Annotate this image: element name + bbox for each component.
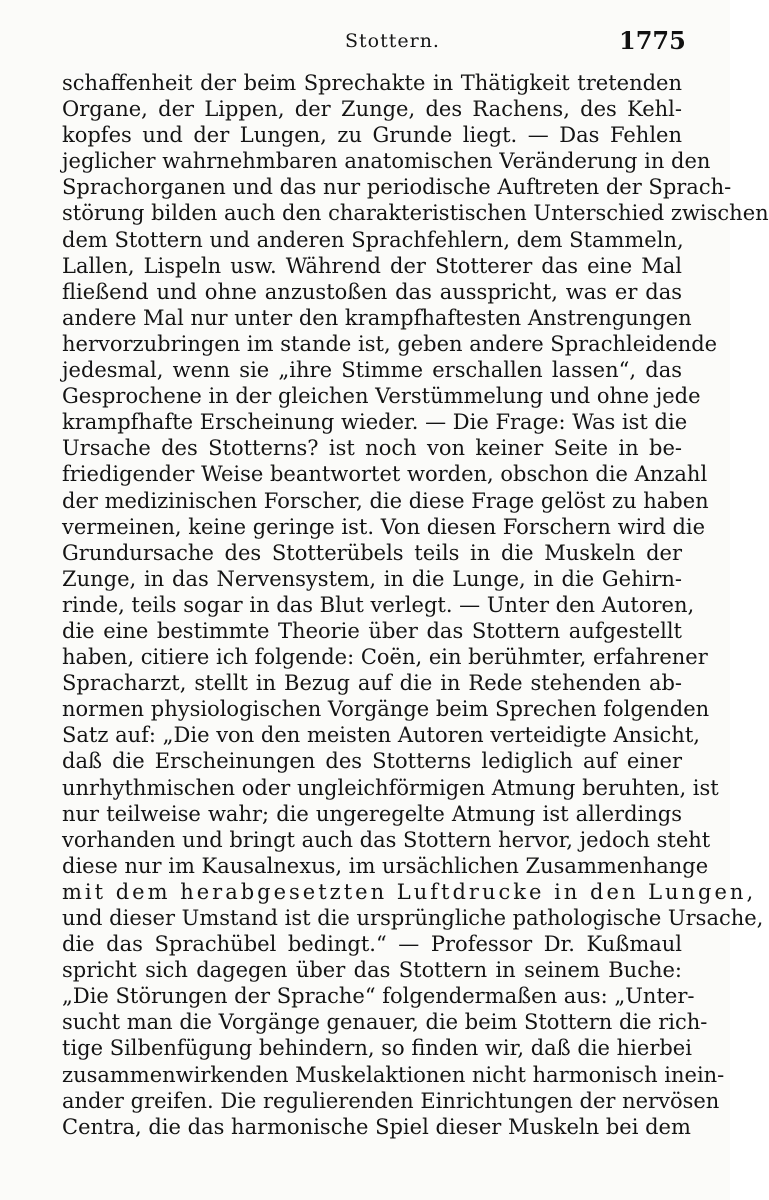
text-line: Zunge, in das Nervensystem, in die Lunge, in die Gehirn- <box>62 566 682 591</box>
text-line: der medizinischen Forscher, die diese Frage gelöst zu haben <box>62 488 709 513</box>
text-line: andere Mal nur unter den krampfhaftesten Anstrengungen <box>62 305 692 330</box>
text-line: Sprachorganen und das nur periodische Auftreten der Sprach- <box>62 175 732 200</box>
text-line: ander greifen. Die regulierenden Einrichtungen der nervösen <box>62 1088 720 1113</box>
text-line: Ursache des Stotterns? ist noch von keiner Seite in be- <box>62 436 682 461</box>
text-line: kopfes und der Lungen, zu Grunde liegt. — Das Fehlen <box>62 123 682 148</box>
text-line: nur teilweise wahr; die ungeregelte Atmung ist allerdings <box>62 801 682 826</box>
running-title: Stottern. <box>345 30 440 52</box>
text-line: diese nur im Kausalnexus, im ursächlichen Zusammenhange <box>62 853 709 878</box>
text-line: schaffenheit der beim Sprechakte in Thätigkeit tretenden <box>62 71 682 95</box>
body-text <box>62 70 769 1140</box>
text-line: Gesprochene in der gleichen Verstümmelung und ohne jede <box>62 384 701 409</box>
text-line: krampfhafte Erscheinung wieder. — Die Frage: Was ist die <box>62 410 688 435</box>
text-line: störung bilden auch den charakteristischen Unterschied zwischen <box>62 201 769 226</box>
text-line: vermeinen, keine geringe ist. Von diesen Forschern wird die <box>62 514 706 539</box>
text-line: und dieser Umstand ist die ursprüngliche pathologische Ursache, <box>62 906 764 930</box>
text-line: Organe, der Lippen, der Zunge, des Rachens, des Kehl- <box>62 97 682 122</box>
text-line: Centra, die das harmonische Spiel dieser Muskeln bei dem <box>62 1114 691 1139</box>
text-line: dem Stottern und anderen Sprachfehlern, dem Stammeln, <box>62 227 684 252</box>
text-line: spricht sich dagegen über das Stottern in seinem Buche: <box>62 958 682 983</box>
text-line: die eine bestimmte Theorie über das Stottern aufgestellt <box>62 618 682 643</box>
page-number: 1775 <box>619 26 686 55</box>
text-line: mit dem herabgesetzten Luftdrucke in den Lungen, <box>62 879 757 904</box>
text-line: Satz auf: „Die von den meisten Autoren verteidigte Ansicht, <box>62 723 700 748</box>
text-line: Lallen, Lispeln usw. Während der Stotterer das eine Mal <box>62 253 682 278</box>
text-line: unrhythmischen oder ungleichförmigen Atmung beruhten, ist <box>62 775 719 800</box>
text-line: Spracharzt, stellt in Bezug auf die in Rede stehenden ab- <box>62 671 682 696</box>
text-line: Grundursache des Stotterübels teils in die Muskeln der <box>62 540 682 565</box>
text-line: sucht man die Vorgänge genauer, die beim Stottern die rich- <box>62 1010 708 1035</box>
text-line: vorhanden und bringt auch das Stottern hervor, jedoch steht <box>62 827 711 852</box>
text-line: friedigender Weise beantwortet worden, obschon die Anzahl <box>62 462 708 487</box>
text-line: daß die Erscheinungen des Stotterns lediglich auf einer <box>62 749 682 774</box>
text-line: tige Silbenfügung behindern, so finden wir, daß die hierbei <box>62 1036 692 1061</box>
text-line: jedesmal, wenn sie „ihre Stimme erschallen lassen“, das <box>62 358 682 383</box>
text-line: normen physiologischen Vorgänge beim Sprechen folgenden <box>62 697 710 722</box>
text-line: fließend und ohne anzustoßen das ausspricht, was er das <box>62 279 682 304</box>
text-line: zusammenwirkenden Muskelaktionen nicht harmonisch inein- <box>62 1062 725 1087</box>
text-line: haben, citiere ich folgende: Coën, ein berühmter, erfahrener <box>62 645 708 670</box>
text-line: „Die Störungen der Sprache“ folgendermaßen aus: „Unter- <box>62 984 695 1009</box>
text-line: hervorzubringen im stande ist, geben andere Sprachleidende <box>62 331 718 356</box>
text-line: die das Sprachübel bedingt.“ — Professor Dr. Kußmaul <box>62 932 682 957</box>
text-line: rinde, teils sogar in das Blut verlegt. — Unter den Autoren, <box>62 592 695 617</box>
text-line: jeglicher wahrnehmbaren anatomischen Veränderung in den <box>62 149 711 174</box>
